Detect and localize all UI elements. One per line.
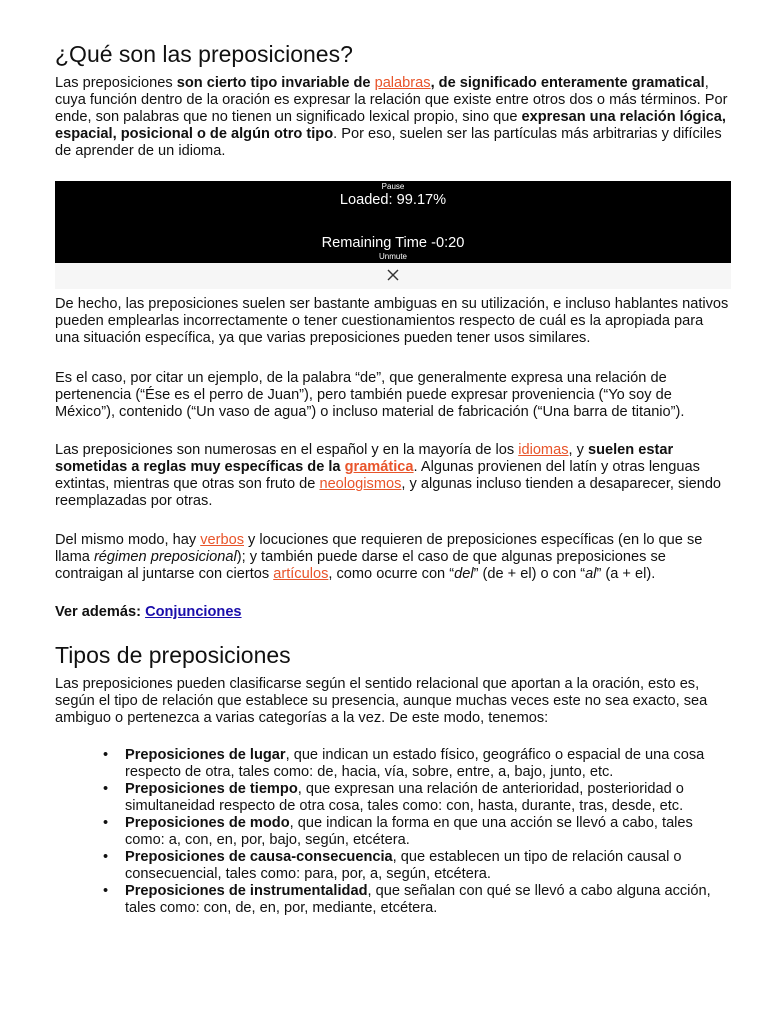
link-idiomas[interactable]: idiomas — [518, 442, 569, 458]
bullet-icon: • — [103, 849, 109, 865]
type-name: Preposiciones de causa-consecuencia — [125, 849, 393, 865]
page-title: ¿Qué son las preposiciones? — [55, 41, 353, 67]
close-icon[interactable] — [384, 266, 402, 284]
bold-text: , de significado enteramente gramatical — [430, 75, 705, 91]
list-item — [55, 815, 731, 849]
paragraph-types-intro: Las preposiciones pueden clasificarse según el sentido relacional que aportan a la oración, esto es, según el tipo de relación que establece su presencia, aunque muchas veces este no sea exacto, sea ambiguo o pertenezca a varias categorías a la vez. De este modo, tenemos: — [55, 676, 708, 726]
see-also-label: Ver además: — [55, 604, 146, 620]
bullet-icon: • — [103, 883, 109, 899]
see-also — [55, 604, 731, 621]
type-name: Preposiciones de lugar — [125, 747, 286, 763]
bold-text: son cierto tipo invariable de — [176, 75, 375, 91]
paragraph-verbs — [55, 532, 731, 583]
loaded-status: Loaded: 99.17% — [339, 192, 447, 208]
link-neologismos[interactable]: neologismos — [319, 476, 402, 492]
italic-text: del — [454, 566, 474, 582]
text: ” (a + el). — [596, 566, 656, 582]
type-desc: , que establecen un tipo de relación causal o consecuencial, tales como: para, por, a, según, etcétera. — [125, 849, 682, 882]
list-item — [55, 883, 731, 917]
text: . Por eso, suelen ser las partículas más arbitrarias y difíciles de aprender de un idioma. — [55, 126, 722, 159]
paragraph-ambiguity: De hecho, las preposiciones suelen ser bastante ambiguas en su utilización, e incluso hablantes nativos pueden emplearlas incorrectamente o tener cuestionamientos respecto de cuál es la apropiada para una situación específica, ya que varias preposiciones pueden tener usos similares. — [55, 296, 729, 346]
type-desc: , que señalan con qué se llevó a cabo alguna acción, tales como: con, de, en, por, mediante, etcétera. — [125, 883, 711, 916]
text: ” (de + el) o con “ — [473, 566, 586, 582]
type-name: Preposiciones de instrumentalidad — [125, 883, 368, 899]
text: , y — [568, 442, 588, 458]
link-verbos[interactable]: verbos — [200, 532, 244, 548]
remaining-time: Remaining Time -0:20 — [321, 235, 465, 251]
type-name: Preposiciones de tiempo — [125, 781, 298, 797]
bullet-icon: • — [103, 747, 109, 763]
bullet-icon: • — [103, 815, 109, 831]
bullet-icon: • — [103, 781, 109, 797]
bold-text: expresan una relación lógica, espacial, posicional o de algún otro tipo — [55, 109, 726, 142]
text: , como ocurre con “ — [328, 566, 455, 582]
pause-button[interactable]: Pause — [381, 182, 405, 191]
paragraph-numerous — [55, 442, 731, 510]
italic-text: régimen preposicional — [93, 549, 237, 565]
type-desc: , que indican la forma en que una acción se llevó a cabo, tales como: a, con, en, por, bajo, según, etcétera. — [125, 815, 693, 848]
type-desc: , que indican un estado físico, geográfico o espacial de una cosa respecto de otra, tales como: de, hacia, vía, sobre, entre, a, bajo, junto, etc. — [125, 747, 705, 780]
link-gramatica[interactable]: gramática — [344, 459, 414, 475]
text: y locuciones que requieren de preposiciones específicas (en lo que se llama — [55, 532, 703, 565]
text: . Algunas provienen del latín y otras lenguas extintas, mientras que otras son fruto de — [55, 459, 700, 492]
paragraph-intro — [55, 75, 731, 160]
video-player[interactable] — [55, 181, 731, 263]
list-item — [55, 849, 731, 883]
video-close-bar — [55, 263, 731, 289]
text: ); y también puede darse el caso de que algunas preposiciones se contraigan al juntarse con ciertos — [55, 549, 666, 582]
paragraph-example: Es el caso, por citar un ejemplo, de la palabra “de”, que generalmente expresa una relación de pertenencia (“Ése es el perro de Juan”), pero también puede expresar proveniencia (“Yo soy de México”), contenido (“Un vaso de agua”) o incluso material de fabricación (“Una barra de titanio”). — [55, 370, 685, 420]
bold-text: suelen estar sometidas a reglas muy específicas de la — [55, 442, 674, 475]
type-desc: , que expresan una relación de anterioridad, posterioridad o simultaneidad respecto de otra cosa, tales como: con, hasta, durante, tras, desde, etc. — [125, 781, 684, 814]
type-name: Preposiciones de modo — [125, 815, 290, 831]
section-title: Tipos de preposiciones — [55, 642, 291, 668]
italic-text: al — [585, 566, 597, 582]
link-palabras[interactable]: palabras — [374, 75, 431, 91]
link-articulos[interactable]: artículos — [273, 566, 329, 582]
text: Del mismo modo, hay — [55, 532, 201, 548]
text: Las preposiciones — [55, 75, 177, 91]
unmute-button[interactable]: Unmute — [378, 252, 407, 261]
text: , y algunas incluso tienden a desaparecer, siendo reemplazadas por otras. — [55, 476, 722, 509]
text: Las preposiciones son numerosas en el español y en la mayoría de los — [55, 442, 519, 458]
list-item — [55, 747, 731, 781]
text: , cuya función dentro de la oración es expresar la relación que existe entre otros dos o más términos. Por ende, son palabras que no tienen un significado lexical propio, sino que — [55, 75, 728, 125]
types-list — [55, 747, 731, 917]
link-conjunciones[interactable]: Conjunciones — [145, 604, 242, 620]
list-item — [55, 781, 731, 815]
